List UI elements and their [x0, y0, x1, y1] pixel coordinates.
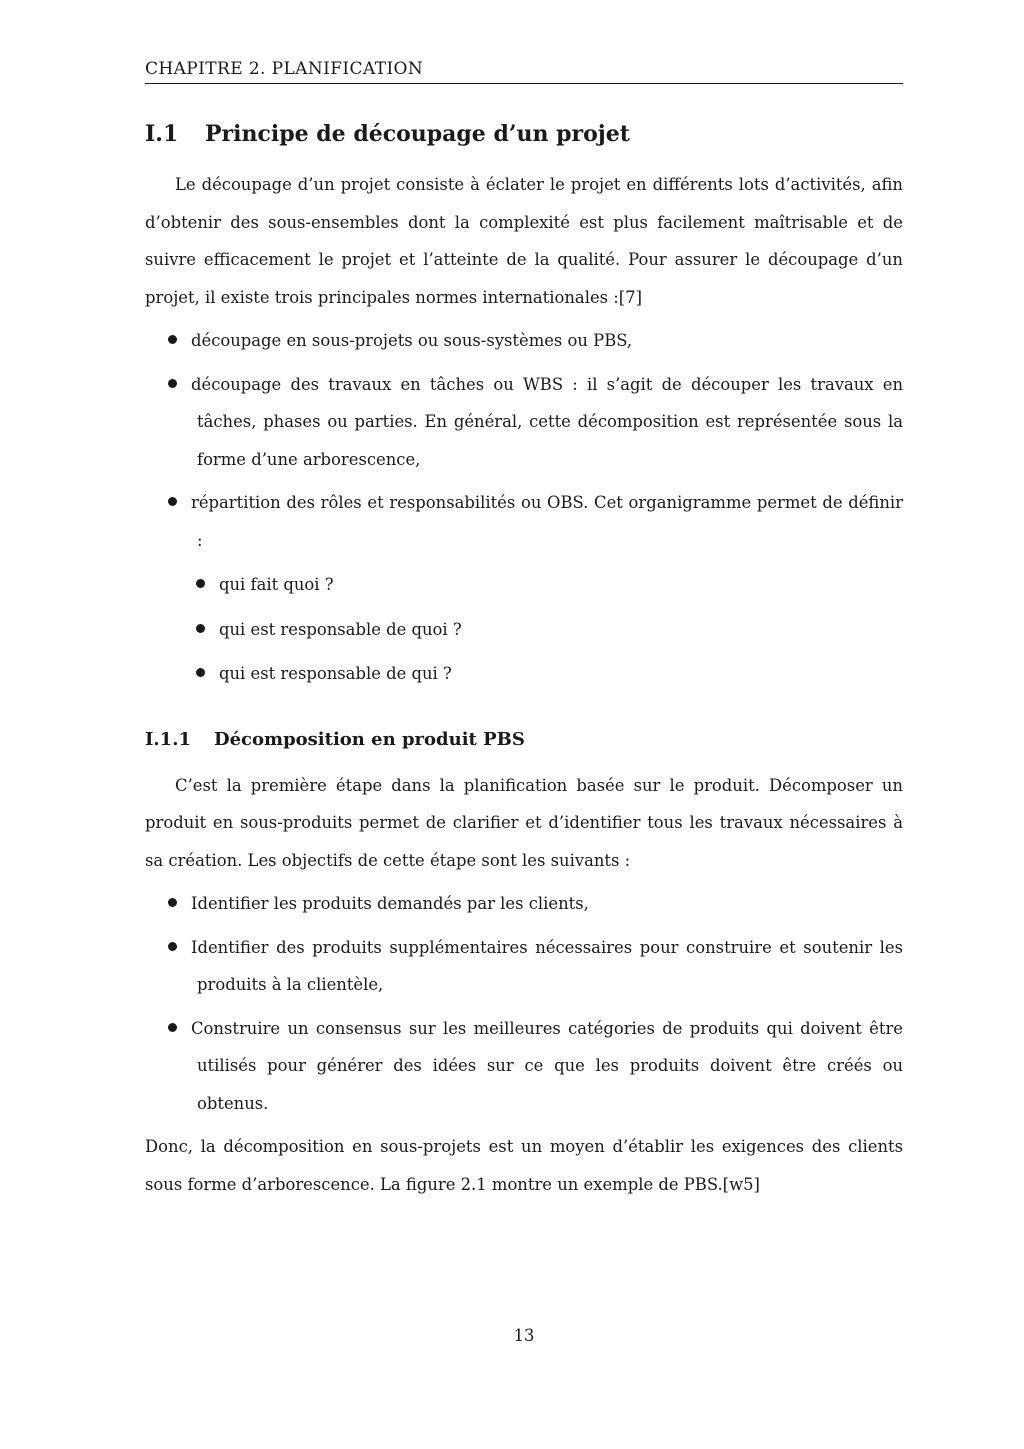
subsection-intro-paragraph: C’est la première étape dans la planification basée sur le produit. Décomposer un produit en sous-produits permet de clarifier et d’identifier tous les travaux nécessaires à sa création. Les objectifs de cette étape sont les suivants : [145, 775, 903, 870]
section-number: I.1 [145, 121, 179, 147]
subsection-heading [145, 726, 903, 754]
section-title: Principe de découpage d’un projet [205, 121, 630, 147]
page-number: 13 [513, 1326, 535, 1345]
subsection-number: I.1.1 [145, 728, 192, 750]
list-item: qui est responsable de qui ? [145, 655, 903, 693]
obs-questions-list [145, 566, 903, 693]
subsection-title: Décomposition en produit PBS [214, 728, 525, 750]
standards-list [145, 322, 903, 559]
list-item: répartition des rôles et responsabilités ou OBS. Cet organigramme permet de définir : [145, 484, 903, 559]
objectives-list [145, 885, 903, 1122]
list-item: Construire un consensus sur les meilleures catégories de produits qui doivent être utilisés pour générer des idées sur ce que les produits doivent être créés ou obtenus. [145, 1010, 903, 1123]
list-item: Identifier les produits demandés par les clients, [145, 885, 903, 923]
list-item: découpage en sous-projets ou sous-systèmes ou PBS, [145, 322, 903, 360]
document-page [145, 0, 903, 1449]
list-item: qui est responsable de quoi ? [145, 611, 903, 649]
list-item: qui fait quoi ? [145, 566, 903, 604]
running-header: CHAPITRE 2. PLANIFICATION [145, 58, 903, 84]
page-content [145, 116, 903, 1203]
closing-paragraph: Donc, la décomposition en sous-projets est un moyen d’établir les exigences des clients sous forme d’arborescence. La figure 2.1 montre un exemple de PBS.[w5] [145, 1137, 903, 1194]
list-item: Identifier des produits supplémentaires nécessaires pour construire et soutenir les produits à la clientèle, [145, 929, 903, 1004]
section-heading [145, 116, 903, 152]
list-item: découpage des travaux en tâches ou WBS : il s’agit de découper les travaux en tâches, phases ou parties. En général, cette décomposition est représentée sous la forme d’une arborescence, [145, 366, 903, 479]
section-intro-paragraph: Le découpage d’un projet consiste à éclater le projet en différents lots d’activités, afin d’obtenir des sous-ensembles dont la complexité est plus facilement maîtrisable et de suivre efficacement le projet et l’atteinte de la qualité. Pour assurer le découpage d’un projet, il existe trois principales normes internationales :[7] [145, 175, 903, 307]
